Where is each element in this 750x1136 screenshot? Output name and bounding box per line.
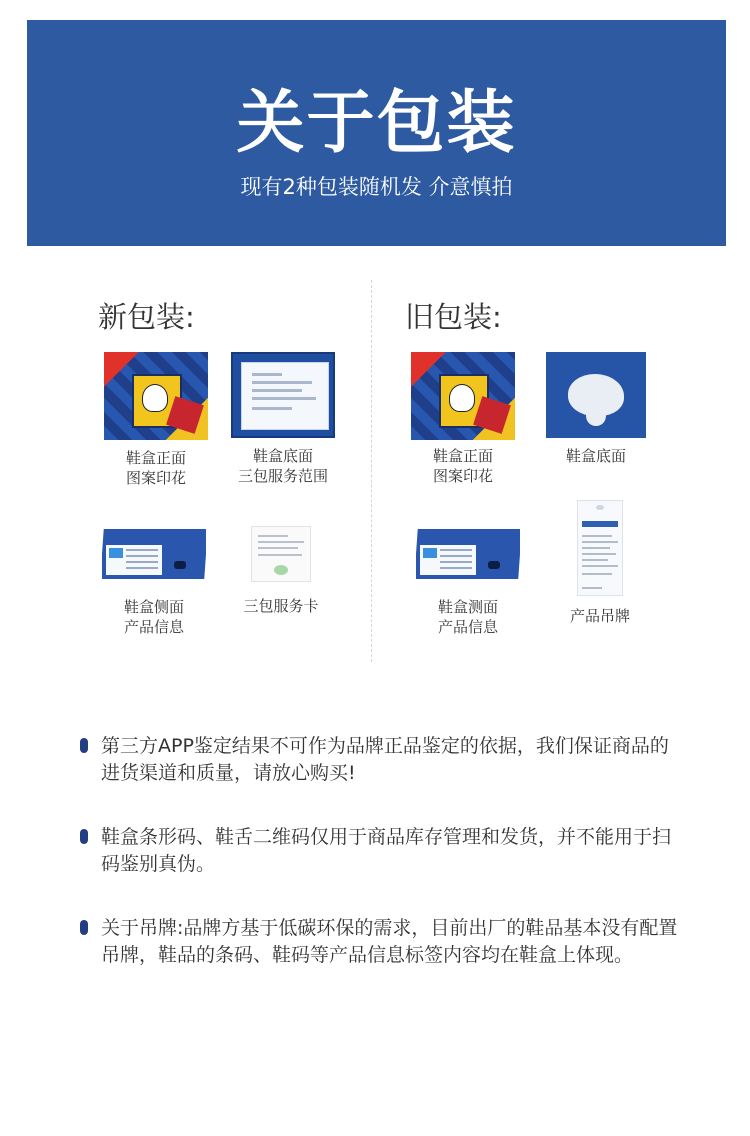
item-caption: 鞋盒底面	[565, 447, 626, 465]
old-hang-tag-item	[530, 500, 670, 626]
note-item	[80, 733, 680, 787]
box-bottom-image	[546, 352, 646, 438]
header-banner	[27, 20, 726, 246]
box-bottom-label-image	[231, 352, 335, 438]
new-box-front-item	[86, 352, 226, 488]
note-text: 第三方APP鉴定结果不可作为品牌正品鉴定的依据，我们保证商品的进货渠道和质量，请放心购买!	[101, 735, 669, 784]
item-caption: 鞋盒侧面 产品信息	[123, 598, 184, 636]
box-front-pattern-image	[104, 352, 208, 440]
note-item	[80, 915, 680, 969]
note-item	[80, 824, 680, 878]
bullet-icon	[80, 920, 88, 935]
bullet-icon	[80, 829, 88, 844]
notes-list	[80, 733, 680, 1006]
service-card-image	[251, 526, 311, 582]
new-package-heading: 新包装:	[98, 300, 195, 334]
box-side-label-image	[102, 525, 206, 581]
new-box-side-item	[84, 525, 224, 637]
item-caption: 三包服务卡	[243, 597, 319, 615]
banner-subtitle: 现有2种包装随机发 介意慎拍	[240, 175, 513, 199]
item-caption: 鞋盒底面 三包服务范围	[237, 447, 328, 485]
hang-tag-image	[577, 500, 623, 596]
old-box-side-item	[398, 525, 538, 637]
item-caption: 鞋盒正面 图案印花	[432, 447, 493, 485]
bullet-icon	[80, 738, 88, 753]
new-service-card-item	[211, 526, 351, 616]
old-box-bottom-item	[526, 352, 666, 466]
note-text: 鞋盒条形码、鞋舌二维码仅用于商品库存管理和发货，并不能用于扫码鉴别真伪。	[101, 826, 672, 875]
banner-title: 关于包装	[236, 84, 517, 163]
old-box-front-item	[393, 352, 533, 486]
box-side-label-image	[416, 525, 520, 581]
item-caption: 鞋盒测面 产品信息	[437, 598, 498, 636]
box-front-pattern-image	[411, 352, 515, 440]
note-text: 关于吊牌:品牌方基于低碳环保的需求，目前出厂的鞋品基本没有配置吊牌，鞋品的条码、鞋码等产品信息标签内容均在鞋盒上体现。	[101, 917, 678, 966]
column-divider	[371, 280, 372, 662]
old-package-heading: 旧包装:	[405, 300, 502, 334]
item-caption: 产品吊牌	[569, 607, 630, 625]
new-box-bottom-item	[213, 352, 353, 486]
item-caption: 鞋盒正面 图案印花	[125, 449, 186, 487]
